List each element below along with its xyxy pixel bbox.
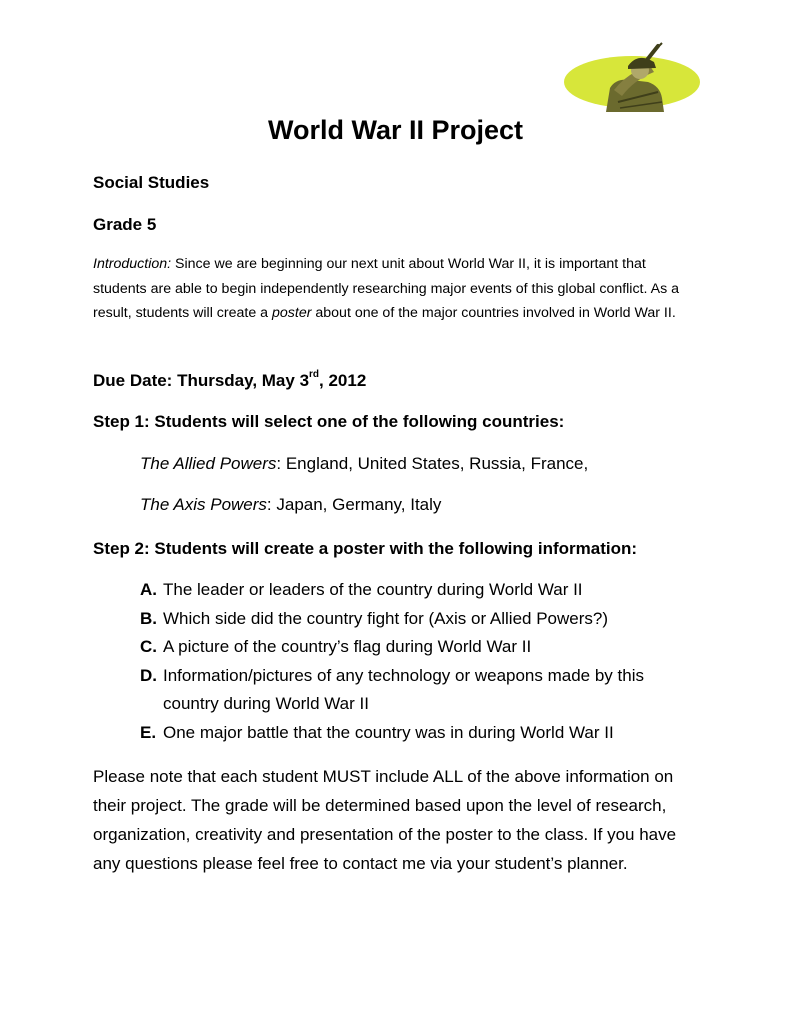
introduction-text-1: Since we are beginning our next unit about World War II, it is important that students are able to begin independently researching major events of this global conflict. As a result, students will create a — [93, 256, 679, 321]
introduction-paragraph — [93, 252, 693, 326]
requirements-list — [140, 576, 700, 748]
due-date-prefix: Due Date: Thursday, May 3 — [93, 371, 310, 390]
list-item — [140, 605, 700, 634]
closing-note: Please note that each student MUST include ALL of the above information on their project. The grade will be determined based upon the level of research, organization, creativity and presentation of the poster to the class. If you have any questions please feel free to contact me via your student’s planner. — [93, 767, 677, 873]
axis-powers-line — [140, 494, 441, 516]
grade-label: Grade 5 — [93, 215, 157, 234]
allied-powers-label: The Allied Powers — [140, 454, 277, 473]
list-item-text: The leader or leaders of the country during World War II — [163, 580, 583, 599]
list-item-letter: E. — [140, 722, 157, 742]
list-item-letter: B. — [140, 608, 157, 628]
introduction-text-2: about one of the major countries involved in World War II. — [311, 305, 676, 321]
list-item-text: A picture of the country’s flag during World War II — [163, 637, 532, 657]
list-item — [140, 662, 700, 719]
page-title: World War II Project — [267, 115, 524, 145]
axis-powers-label: The Axis Powers — [140, 495, 267, 514]
list-item — [140, 576, 700, 605]
list-item-text: Information/pictures of any technology or weapons made by this country during World War II — [163, 665, 644, 714]
soldier-clipart-icon — [558, 42, 706, 114]
introduction-label: Introduction: — [93, 256, 172, 272]
list-item-letter: A. — [140, 580, 157, 599]
subject-label: Social Studies — [93, 173, 210, 192]
list-item-text: Which side did the country fight for (Axis or Allied Powers?) — [163, 608, 609, 628]
list-item — [140, 719, 700, 748]
axis-powers-countries: : Japan, Germany, Italy — [266, 495, 442, 514]
list-item-letter: D. — [140, 665, 157, 685]
allied-powers-line — [140, 453, 588, 475]
due-date — [93, 370, 366, 392]
due-date-suffix: , 2012 — [319, 371, 367, 390]
due-date-superscript: rd — [309, 369, 320, 381]
list-item — [140, 633, 700, 662]
introduction-emphasis: poster — [272, 305, 312, 321]
allied-powers-countries: : England, United States, Russia, France, — [276, 454, 589, 473]
list-item-text: One major battle that the country was in during World War II — [163, 722, 614, 742]
step1-heading: Step 1: Students will select one of the following countries: — [93, 412, 565, 431]
step2-heading: Step 2: Students will create a poster with the following information: — [93, 539, 638, 558]
list-item-letter: C. — [140, 637, 157, 657]
